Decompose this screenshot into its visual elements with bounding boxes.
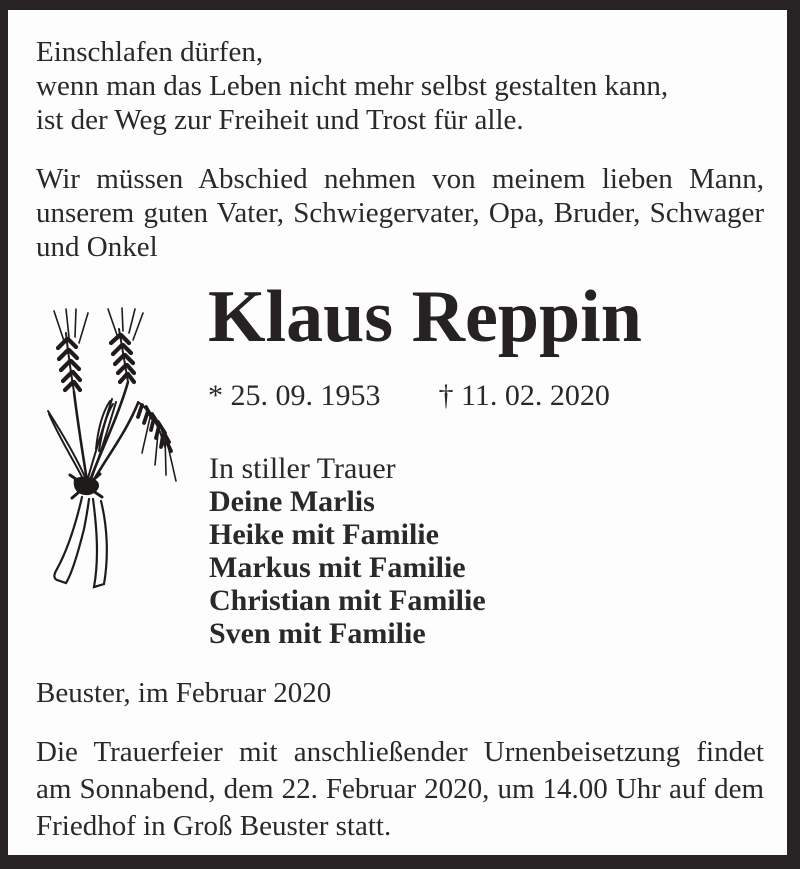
mourner-item: Christian mit Familie bbox=[209, 584, 486, 617]
wheat-bouquet-icon bbox=[38, 307, 188, 607]
funeral-line: am Sonnabend, dem 22. Februar 2020, um 14.00 Uhr auf dem bbox=[36, 773, 764, 805]
funeral-line: Die Trauerfeier mit anschließender Urnenbeisetzung findet bbox=[36, 736, 764, 768]
intro-line: Wir müssen Abschied nehmen von meinem lieben Mann, bbox=[36, 163, 764, 195]
intro-line: und Onkel bbox=[36, 231, 158, 263]
funeral-line: Friedhof in Groß Beuster statt. bbox=[36, 810, 392, 842]
intro-line: unserem guten Vater, Schwiegervater, Opa, Bruder, Schwager bbox=[36, 197, 764, 229]
birth-date: * 25. 09. 1953 bbox=[208, 379, 381, 412]
verse-line: wenn man das Leben nicht mehr selbst gestalten kann, bbox=[36, 70, 669, 102]
verse-line: Einschlafen dürfen, bbox=[36, 36, 264, 68]
mourner-item: Deine Marlis bbox=[209, 485, 375, 518]
deceased-name: Klaus Reppin bbox=[208, 276, 642, 358]
mourner-item: Sven mit Familie bbox=[209, 617, 426, 650]
mourners-block bbox=[209, 452, 764, 650]
mourner-item: Markus mit Familie bbox=[209, 551, 466, 584]
death-date: † 11. 02. 2020 bbox=[438, 379, 610, 412]
funeral-info bbox=[36, 734, 764, 845]
intro-paragraph bbox=[36, 162, 764, 264]
mourner-item: Heike mit Familie bbox=[209, 518, 439, 551]
life-dates bbox=[208, 379, 764, 413]
place-date: Beuster, im Februar 2020 bbox=[36, 677, 332, 709]
verse-line: ist der Weg zur Freiheit und Trost für alle. bbox=[36, 104, 524, 136]
verse bbox=[36, 35, 764, 137]
mourning-intro: In stiller Trauer bbox=[209, 452, 396, 485]
